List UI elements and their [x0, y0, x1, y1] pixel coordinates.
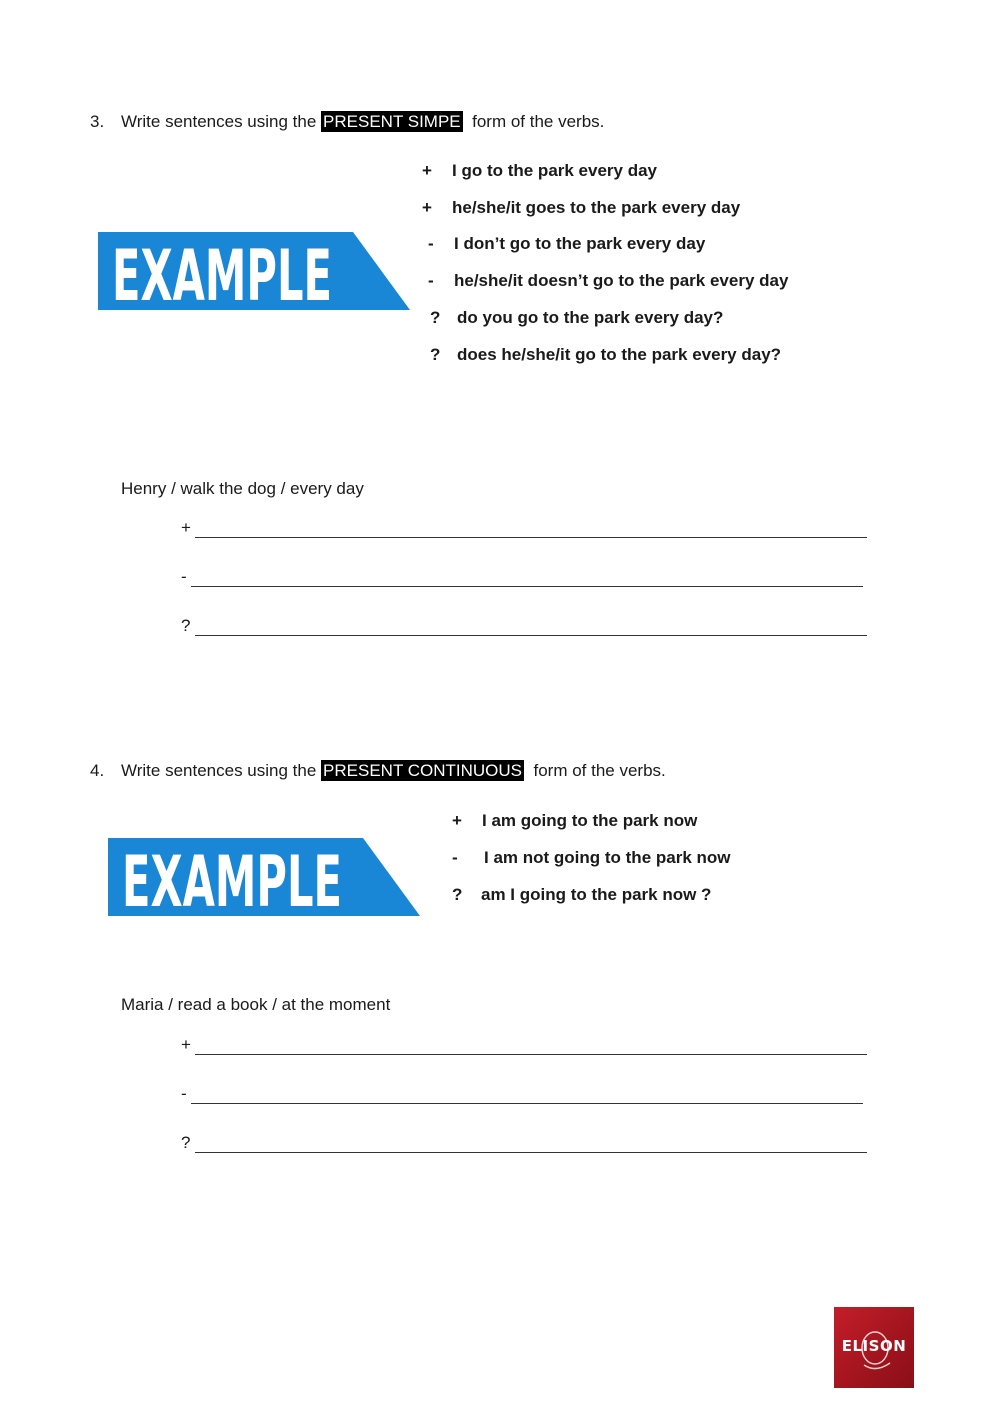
- example-text: he/she/it goes to the park every day: [452, 198, 741, 217]
- instruction-suffix: form of the verbs.: [533, 761, 666, 780]
- example-text: he/she/it doesn’t go to the park every day: [454, 271, 789, 290]
- answer-line[interactable]: [191, 1087, 863, 1104]
- sign-symbol: -: [428, 271, 434, 290]
- banner-label: EXAMPLE: [122, 841, 342, 916]
- example-line: [428, 271, 788, 291]
- answer-line[interactable]: [195, 1038, 867, 1055]
- answer-row-positive: [181, 1035, 867, 1055]
- sign-symbol: ?: [430, 308, 441, 327]
- sign-symbol: ?: [181, 616, 191, 635]
- example-text: I am going to the park now: [482, 811, 698, 830]
- sign-symbol: ?: [452, 885, 463, 904]
- example-line: [428, 234, 705, 254]
- example-text: I am not going to the park now: [484, 848, 731, 867]
- answer-row-question: [181, 616, 867, 636]
- example-line: [452, 811, 697, 831]
- banner-label: EXAMPLE: [112, 235, 332, 310]
- tense-highlight: PRESENT SIMPE: [323, 112, 461, 131]
- sign-symbol: -: [181, 567, 187, 586]
- sign-symbol: ?: [430, 345, 441, 364]
- example-line: [452, 885, 711, 905]
- instruction-prefix: Write sentences using the: [121, 112, 317, 131]
- example-line: [430, 308, 723, 328]
- exercise-3-number: 3.: [90, 112, 105, 131]
- example-banner-3: [98, 232, 410, 310]
- example-line: [430, 345, 781, 365]
- elison-logo: [834, 1307, 914, 1388]
- example-text: I go to the park every day: [452, 161, 658, 180]
- answer-line[interactable]: [195, 521, 867, 538]
- example-text: I don’t go to the park every day: [454, 234, 706, 253]
- tense-highlight: PRESENT CONTINUOUS: [323, 761, 523, 780]
- sign-symbol: +: [181, 518, 191, 537]
- example-line: [422, 198, 740, 218]
- exercise-3-instruction: [121, 112, 604, 132]
- example-line: [422, 161, 657, 181]
- sign-symbol: -: [181, 1084, 187, 1103]
- example-text: do you go to the park every day?: [457, 308, 724, 327]
- example-text: am I going to the park now ?: [481, 885, 712, 904]
- instruction-prefix: Write sentences using the: [121, 761, 317, 780]
- answer-line[interactable]: [191, 570, 863, 587]
- sign-symbol: +: [422, 161, 432, 180]
- instruction-suffix: form of the verbs.: [472, 112, 605, 131]
- example-banner-4: [108, 838, 420, 916]
- answer-row-negative: [181, 1084, 863, 1104]
- exercise-4-prompt: Maria / read a book / at the moment: [121, 995, 391, 1014]
- answer-row-question: [181, 1133, 867, 1153]
- answer-row-negative: [181, 567, 863, 587]
- exercise-4-instruction: [121, 761, 666, 781]
- exercise-3-prompt: Henry / walk the dog / every day: [121, 479, 364, 498]
- logo-text: ELISON: [841, 1337, 907, 1355]
- exercise-4-number: 4.: [90, 761, 105, 780]
- answer-line[interactable]: [195, 1136, 867, 1153]
- example-line: [452, 848, 731, 868]
- example-text: does he/she/it go to the park every day?: [457, 345, 782, 364]
- sign-symbol: +: [181, 1035, 191, 1054]
- sign-symbol: -: [428, 234, 434, 253]
- sign-symbol: +: [422, 198, 432, 217]
- answer-line[interactable]: [195, 619, 867, 636]
- answer-row-positive: [181, 518, 867, 538]
- sign-symbol: ?: [181, 1133, 191, 1152]
- sign-symbol: +: [452, 811, 462, 830]
- sign-symbol: -: [452, 848, 458, 867]
